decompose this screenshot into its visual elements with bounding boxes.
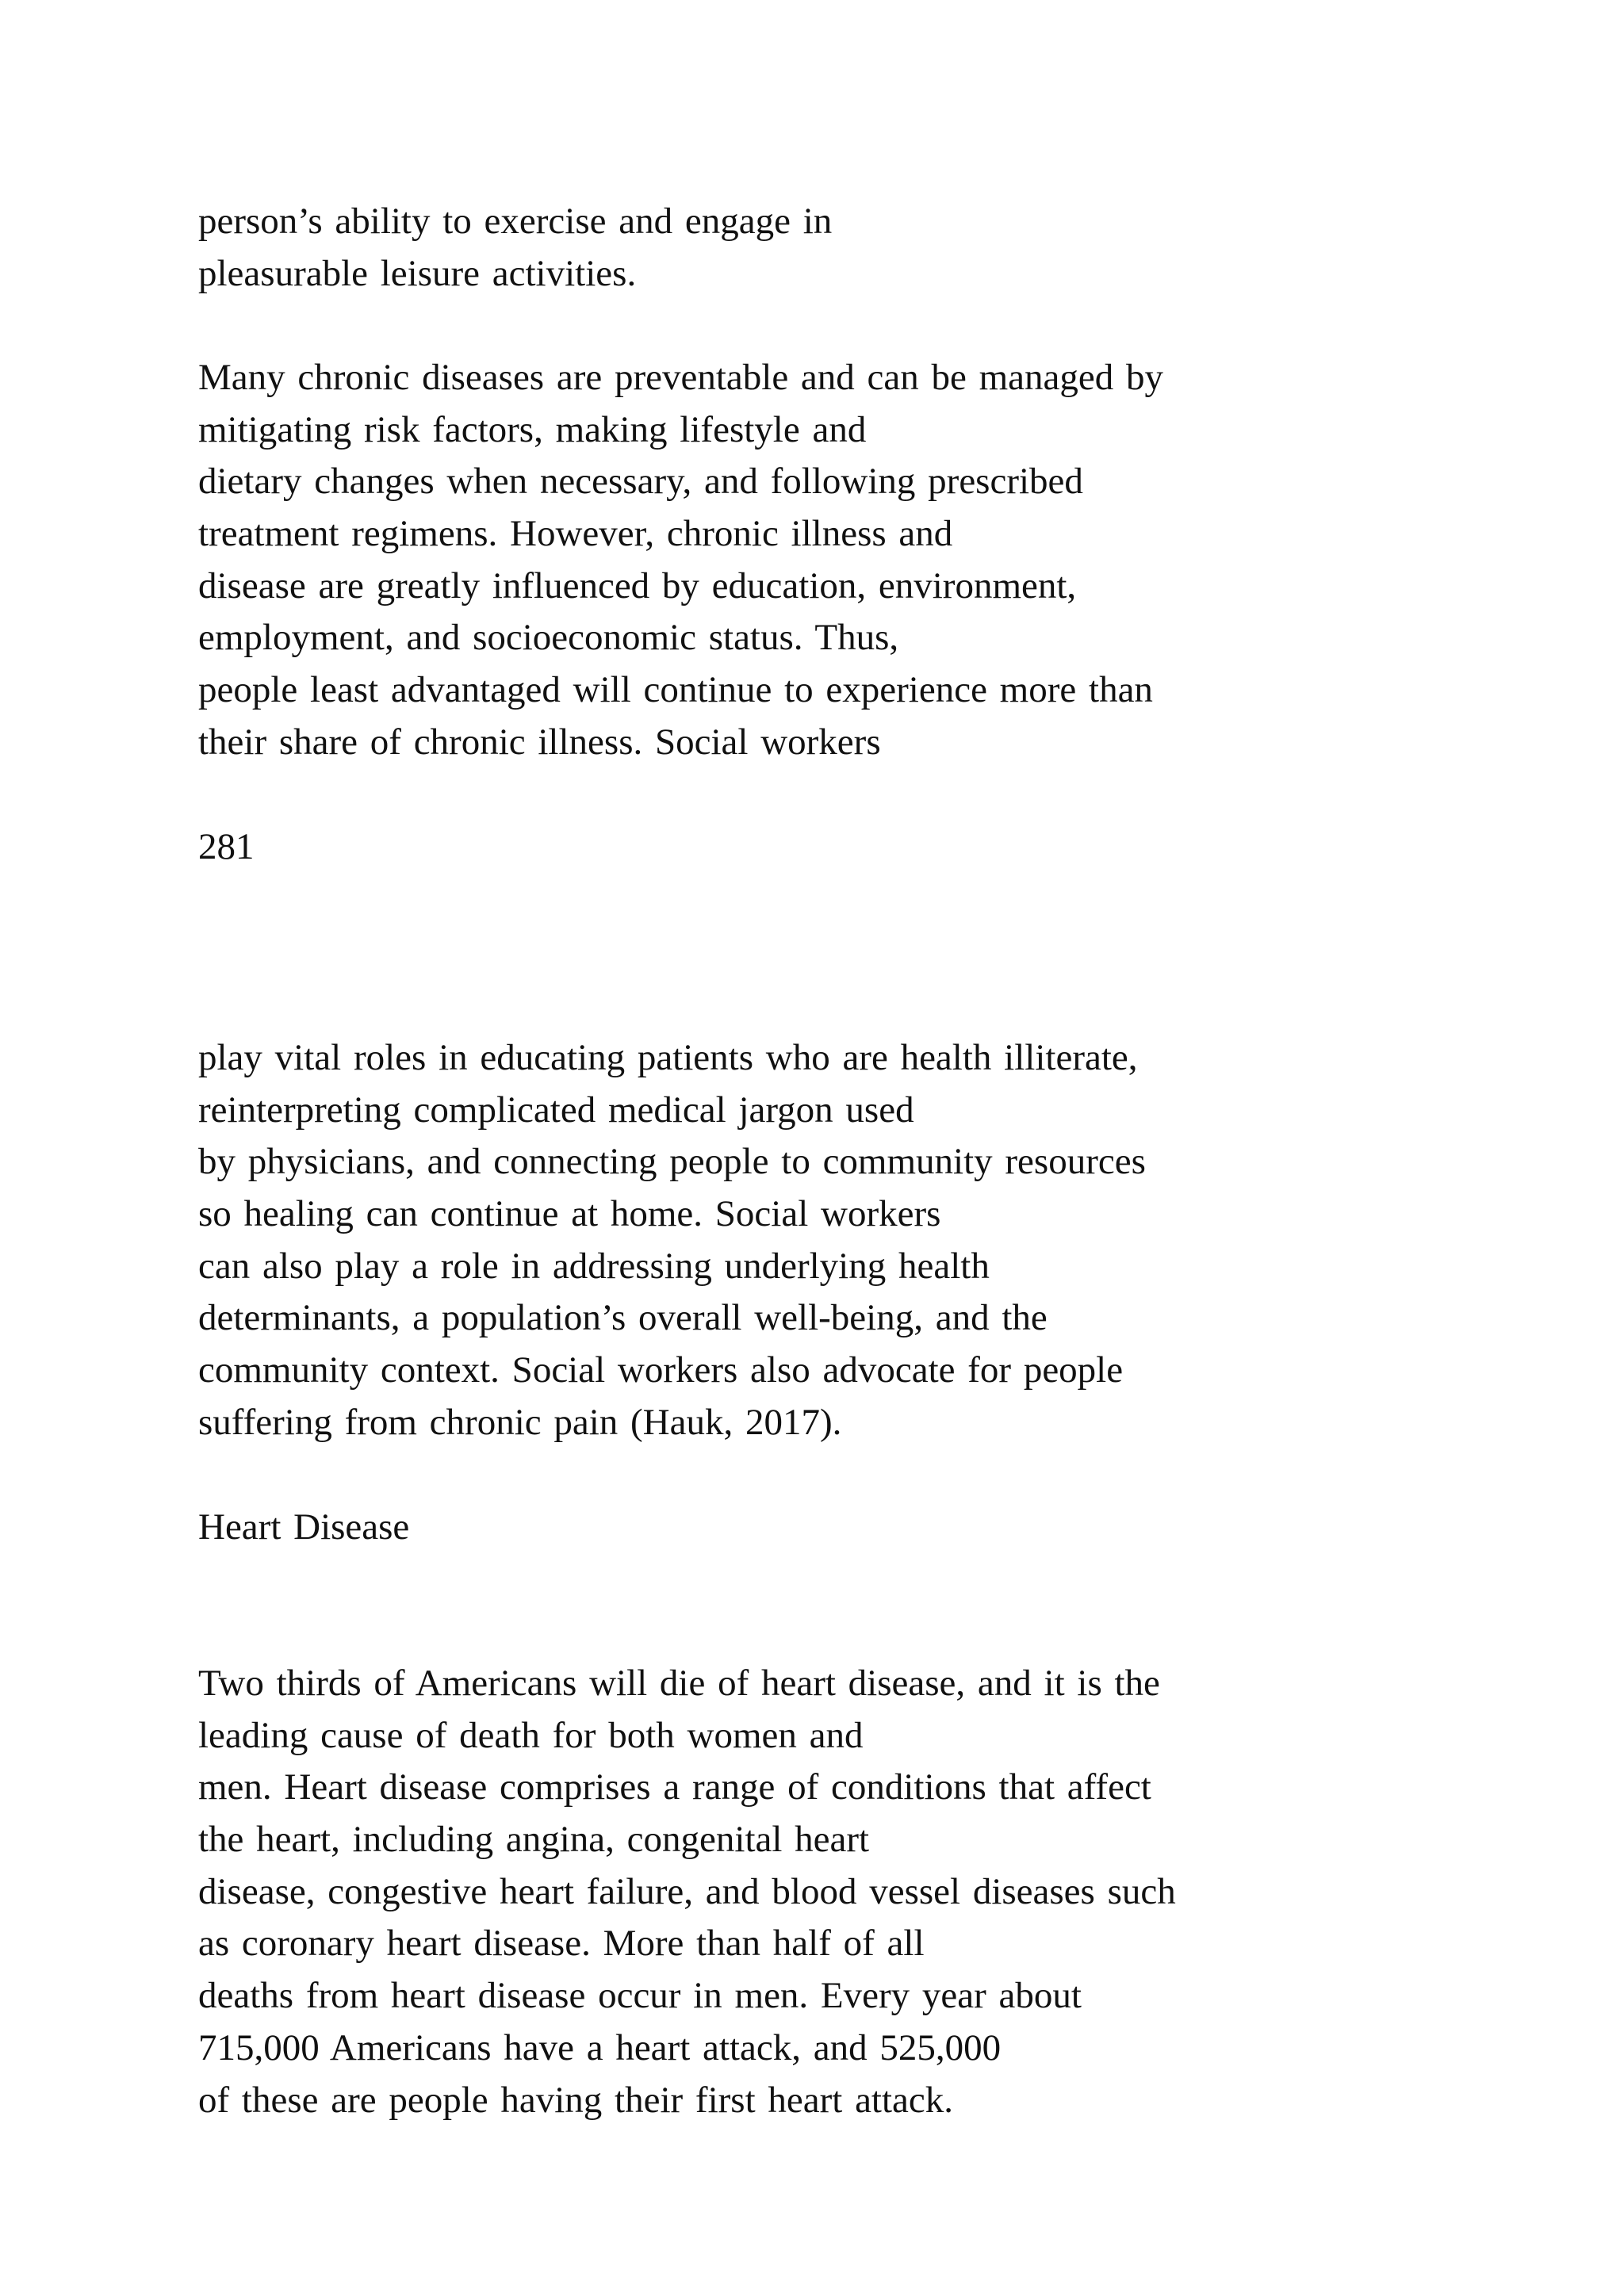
paragraph-leisure [198,196,1546,300]
paragraph-social-workers [198,1032,1546,1449]
text-line: mitigating risk factors, making lifestyle and [198,408,867,450]
text-line: men. Heart disease comprises a range of conditions that affect [198,1766,1151,1808]
text-line: suffering from chronic pain (Hauk, 2017). [198,1401,842,1443]
text-line: determinants, a population’s overall well-being, and the [198,1297,1048,1339]
text-line: play vital roles in educating patients who are health illiterate, [198,1037,1138,1078]
paragraph-chronic-diseases [198,352,1546,769]
section-heading [198,1502,1546,1554]
page-number-text: 281 [198,826,255,867]
text-line: by physicians, and connecting people to community resources [198,1141,1146,1183]
text-line: deaths from heart disease occur in men. Every year about [198,1975,1082,2017]
text-line: employment, and socioeconomic status. Thus, [198,617,899,659]
text-line: Many chronic diseases are preventable and can be managed by [198,357,1164,398]
text-line: community context. Social workers also advocate for people [198,1349,1124,1391]
page-number [198,821,1546,874]
paragraph-heart-disease [198,1658,1546,2126]
text-line: person’s ability to exercise and engage in [198,201,833,242]
text-line: can also play a role in addressing underlying health [198,1245,990,1287]
heading-heart-disease: Heart Disease [198,1506,410,1548]
text-line: disease are greatly influenced by education, environment, [198,564,1077,607]
text-line: their share of chronic illness. Social workers [198,721,881,763]
text-line: the heart, including angina, congenital heart [198,1819,870,1861]
text-line: of these are people having their first heart attack. [198,2079,954,2121]
text-line: people least advantaged will continue to experience more than [198,669,1153,711]
text-line: disease, congestive heart failure, and blood vessel diseases such [198,1870,1176,1912]
text-line: pleasurable leisure activities. [198,252,637,294]
text-line: Two thirds of Americans will die of heart disease, and it is the [198,1663,1160,1704]
text-line: treatment regimens. However, chronic illness and [198,513,953,555]
text-line: so healing can continue at home. Social workers [198,1193,941,1235]
text-line: leading cause of death for both women and [198,1714,864,1756]
text-line: reinterpreting complicated medical jargon used [198,1089,914,1131]
text-line: dietary changes when necessary, and following prescribed [198,461,1083,503]
text-line: 715,000 Americans have a heart attack, and 525,000 [198,2026,1002,2068]
text-line: as coronary heart disease. More than half of all [198,1923,925,1965]
